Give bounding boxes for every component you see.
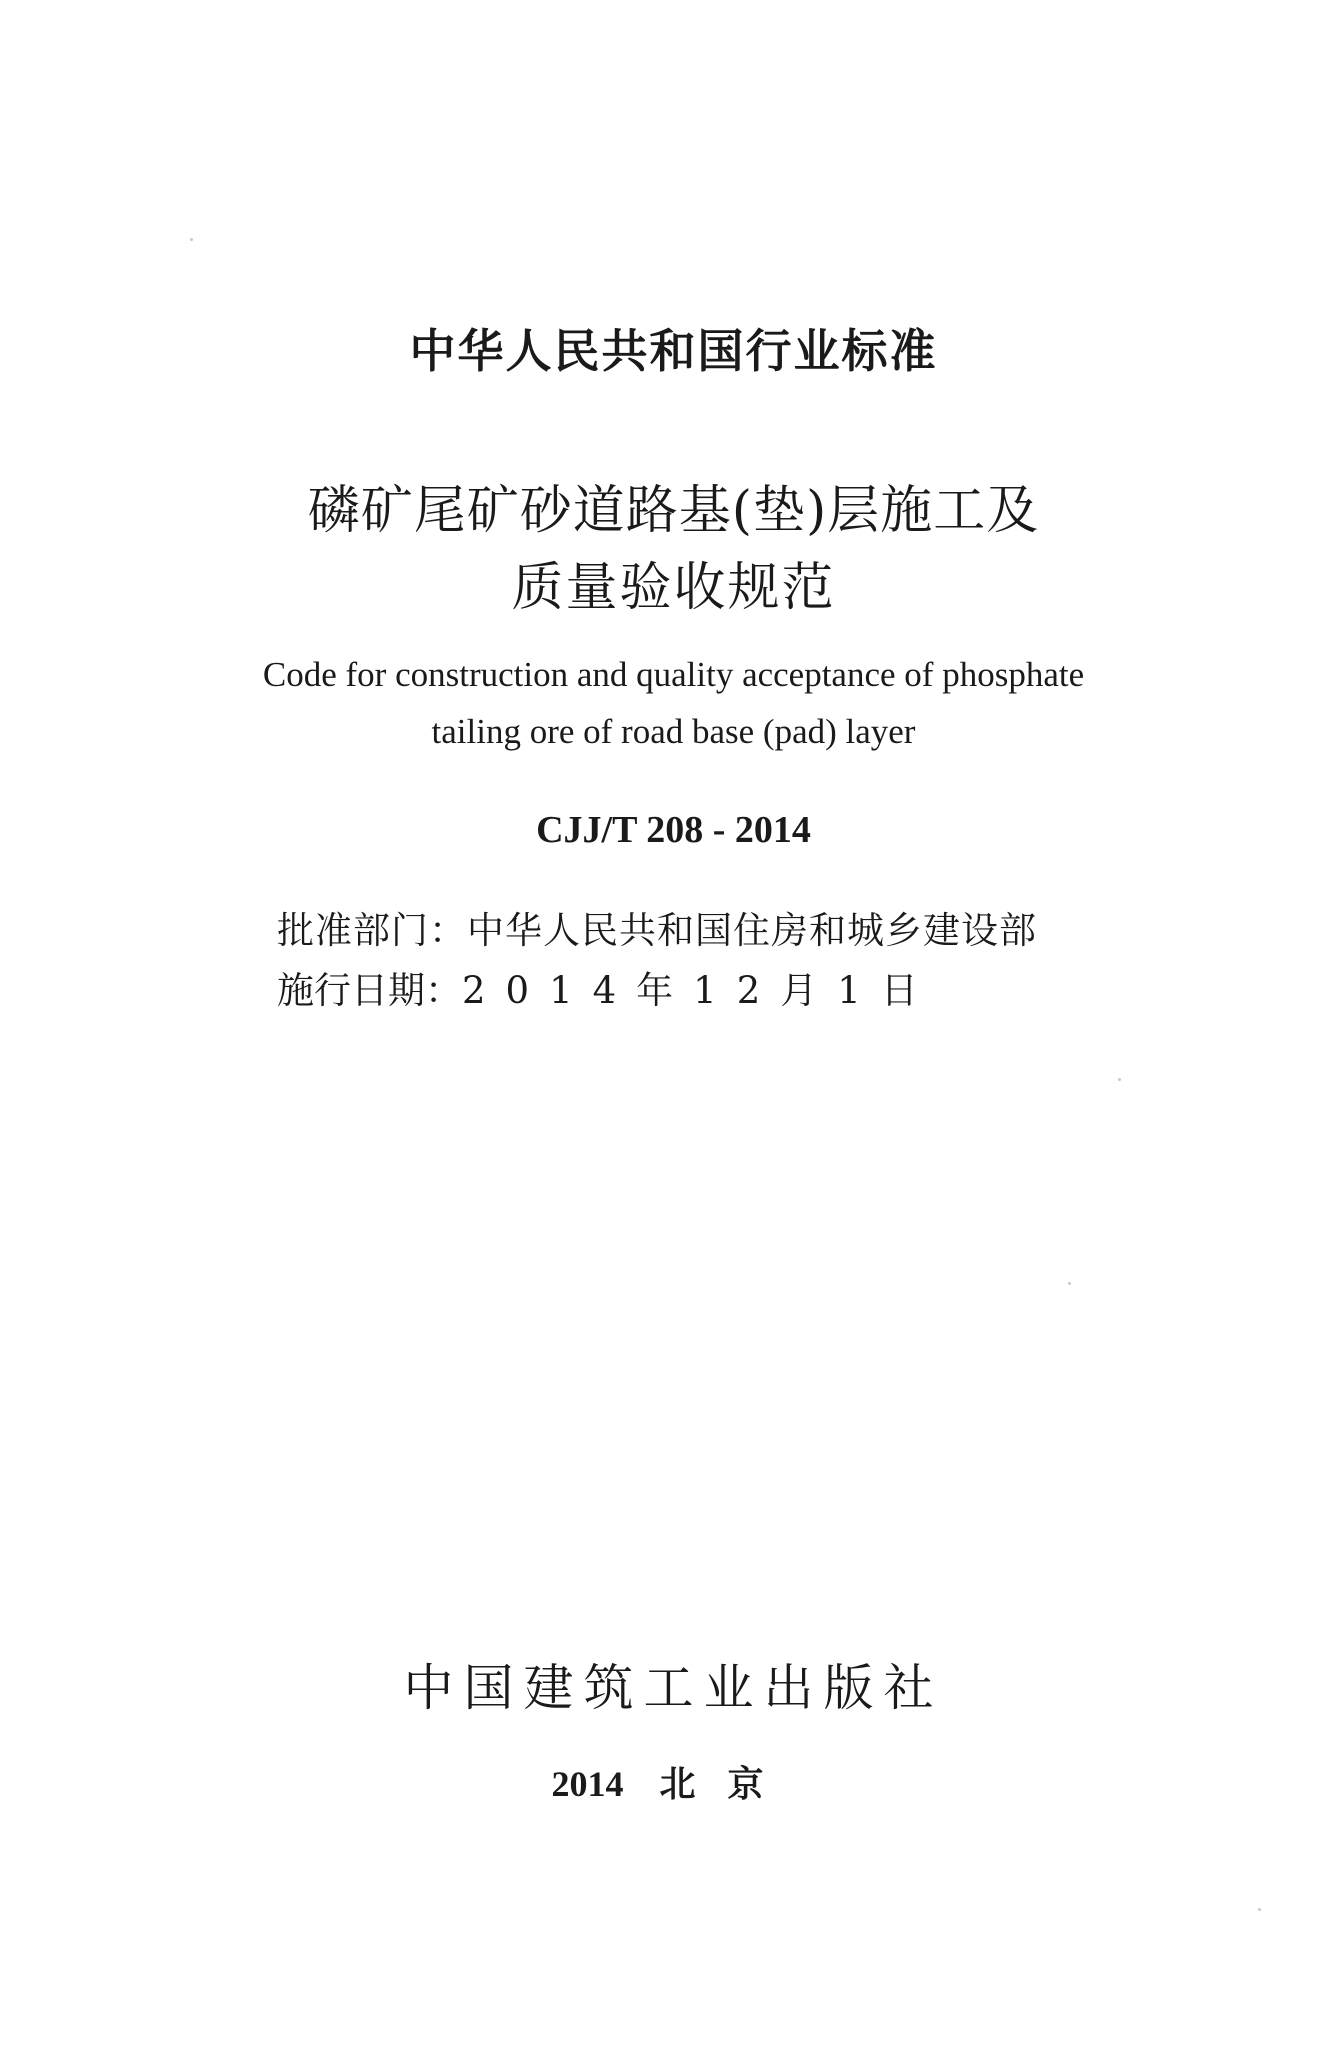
title-zh-line2: 质量验收规范	[511, 558, 836, 618]
scan-speck	[1068, 1282, 1071, 1285]
effective-date	[277, 960, 938, 1014]
title-en-line1: Code for construction and quality acceptance of phosphate	[262, 655, 1085, 694]
publish-year: 2014	[551, 1764, 624, 1804]
publisher: 中国建筑工业出版社	[403, 1659, 944, 1717]
publish-city: 北京	[659, 1763, 796, 1805]
scan-speck	[1118, 1078, 1121, 1081]
scan-speck	[1258, 1908, 1261, 1911]
approval-department	[277, 900, 1037, 954]
scan-speck	[190, 238, 193, 241]
standard-code: CJJ/T 208 - 2014	[536, 809, 811, 851]
title-zh-line1: 磷矿尾矿砂道路基(垫)层施工及	[307, 481, 1040, 541]
approval-value: 中华人民共和国住房和城乡建设部	[467, 909, 1037, 952]
title-en-line2: tailing ore of road base (pad) layer	[431, 712, 916, 751]
standard-category: 中华人民共和国行业标准	[409, 324, 938, 378]
effective-value: 2014年12月1日	[462, 969, 938, 1012]
effective-label: 施行日期：	[277, 969, 462, 1012]
approval-label: 批准部门：	[277, 909, 467, 952]
publication-place	[0, 1756, 1333, 1807]
